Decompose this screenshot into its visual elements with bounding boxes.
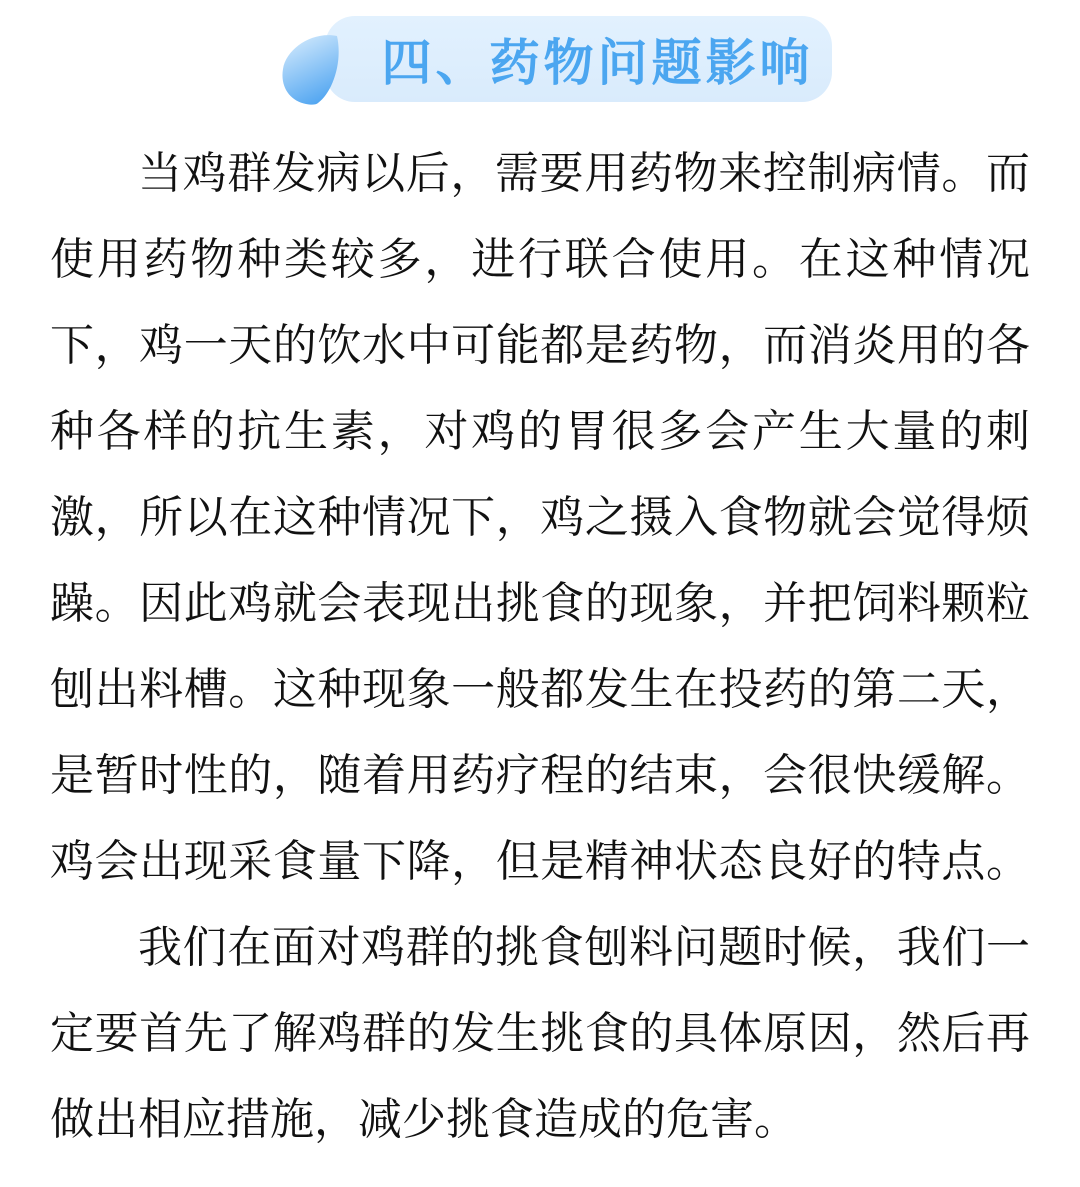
text-line: 刨出料槽。这种现象一般都发生在投药的第二天， [50,665,1030,714]
text-line: 定要首先了解鸡群的发生挑食的具体原因，然后再 [50,1009,1030,1058]
text-line: 是暂时性的，随着用药疗程的结束，会很快缓解。 [50,751,1030,800]
paragraph [50,905,1030,1163]
paragraph [50,131,1030,905]
text-line: 躁。因此鸡就会表现出挑食的现象，并把饲料颗粒 [50,579,1030,628]
text-line: 种各样的抗生素，对鸡的胃很多会产生大量的刺 [50,407,1030,456]
leaf-drop-icon [280,35,342,105]
text-line: 鸡会出现采食量下降，但是精神状态良好的特点。 [50,837,1030,886]
text-line: 下，鸡一天的饮水中可能都是药物，而消炎用的各 [50,321,1030,370]
text-line: 激，所以在这种情况下，鸡之摄入食物就会觉得烦 [50,493,1030,542]
article [50,131,1030,1163]
text-line: 当鸡群发病以后，需要用药物来控制病情。而 [138,149,1030,198]
section-title: 四、药物问题影响 [381,35,814,91]
text-line: 做出相应措施，减少挑食造成的危害。 [50,1095,798,1144]
text-line: 使用药物种类较多，进行联合使用。在这种情况 [50,235,1030,284]
text-line: 我们在面对鸡群的挑食刨料问题时候，我们一 [138,923,1030,972]
section-header [325,16,832,102]
